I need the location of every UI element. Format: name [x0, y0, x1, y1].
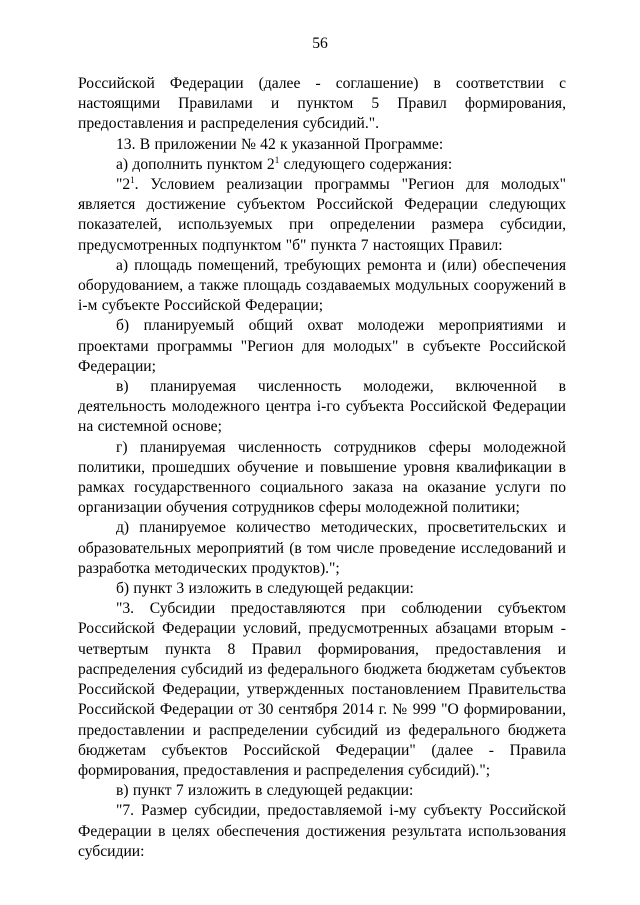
document-body — [78, 74, 566, 862]
paragraph: "3. Субсидии предоставляются при соблюдении субъектом Российской Федерации условий, предусмотренных абзацами вторым - четвертым пункта 8 Правил формирования, предоставления и распределения субсидий из федерального бюджета бюджетам субъектов Российской Федерации, утвержденных постановлением Правительства Российской Федерации от 30 сентября 2014 г. № 999 "О формировании, предоставлении и распределении субсидий из федерального бюджета бюджетам субъектов Российской Федерации" (далее - Правила формирования, предоставления и распределения субсидий)."; — [78, 600, 566, 779]
paragraph-text: а) дополнить пунктом 2 — [116, 155, 275, 173]
superscript: 1 — [130, 175, 135, 186]
paragraph-text: . Условием реализации программы "Регион для молодых" является достижение субъектом Российской Федерации следующих показателей, используемых при определении размера субсидии, предусмотренных подпунктом "б" пункта 7 настоящих Правил: — [78, 176, 566, 254]
paragraph: Российской Федерации (далее - соглашение) в соответствии с настоящими Правилами и пунктом 5 Правил формирования, предоставления и распределения субсидий.". — [78, 75, 566, 133]
paragraph: в) планируемая численность молодежи, включенной в деятельность молодежного центра i-го субъекта Российской Федерации на системной основе; — [78, 378, 566, 436]
paragraph: в) пункт 7 изложить в следующей редакции: — [116, 782, 414, 800]
paragraph-text: "2 — [116, 176, 131, 194]
paragraph: а) площадь помещений, требующих ремонта и (или) обеспечения оборудованием, а также площадь создаваемых модульных сооружений в i-м субъекте Российской Федерации; — [78, 256, 566, 315]
page-number: 56 — [312, 35, 328, 52]
paragraph — [78, 155, 566, 175]
paragraph: б) пункт 3 изложить в следующей редакции: — [116, 580, 414, 598]
paragraph: б) планируемый общий охват молодежи мероприятиями и проектами программы "Регион для молодых" в субъекте Российской Федерации; — [78, 317, 566, 375]
superscript: 1 — [274, 154, 280, 165]
paragraph — [78, 175, 566, 256]
paragraph: г) планируемая численность сотрудников сферы молодежной политики, прошедших обучение и повышение уровня квалификации в рамках государственного социального заказа на оказание услуги по организации обучения сотрудников сферы молодежной политики; — [78, 438, 566, 517]
paragraph-text: следующего содержания: — [279, 155, 453, 173]
paragraph: 13. В приложении № 42 к указанной Программе: — [116, 135, 444, 153]
paragraph: "7. Размер субсидии, предоставляемой i-му субъекту Российской Федерации в целях обеспечения достижения результата использования субсидии: — [78, 802, 566, 860]
paragraph: д) планируемое количество методических, просветительских и образовательных мероприятий (в том числе проведение исследований и разработка методических продуктов)."; — [78, 519, 566, 577]
